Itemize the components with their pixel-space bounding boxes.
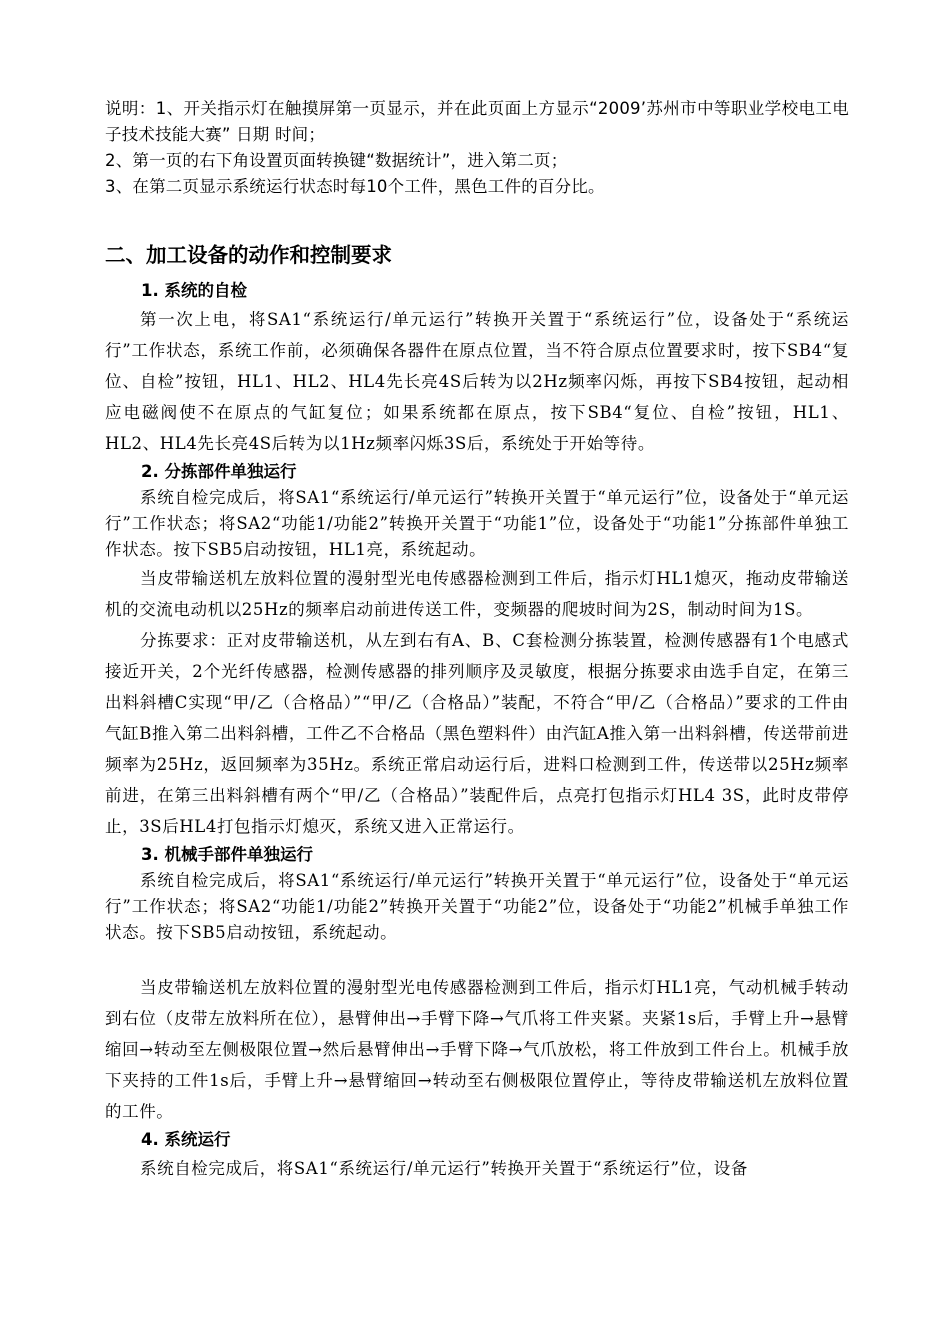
subsection-title-4: 4. 系统运行 <box>141 1130 231 1149</box>
paragraph-manipulator-1: 系统自检完成后，将SA1“系统运行/单元运行”转换开关置于“单元运行”位，设备处于“单元运行”工作状态；将SA2“功能1/功能2”转换开关置于“功能2”位，设备处于“功能2”机械手单独工作状态。按下SB5启动按钮，系统起动。 <box>105 871 849 942</box>
subsection-title-1: 1. 系统的自检 <box>141 281 247 300</box>
paragraph-sorting-1: 系统自检完成后，将SA1“系统运行/单元运行”转换开关置于“单元运行”位，设备处于“单元运行”工作状态；将SA2“功能1/功能2”转换开关置于“功能1”位，设备处于“功能1”分拣部件单独工作状态。按下SB5启动按钮，HL1亮，系统起动。 <box>105 488 849 559</box>
paragraph-sorting-2: 当皮带输送机左放料位置的漫射型光电传感器检测到工件后，指示灯HL1熄灭，拖动皮带输送机的交流电动机以25Hz的频率启动前进传送工件，变频器的爬坡时间为2S，制动时间为1S。 <box>105 569 849 619</box>
subsection-title-2: 2. 分拣部件单独运行 <box>141 462 297 481</box>
document-page <box>105 96 849 1184</box>
note-line-1: 说明：1、开关指示灯在触摸屏第一页显示，并在此页面上方显示“2009’苏州市中等职业学校电工电子技术技能大赛” 日期 时间； <box>105 99 849 144</box>
section-body <box>105 278 849 1184</box>
blank-line <box>105 946 849 972</box>
note-line-3: 3、在第二页显示系统运行状态时每10个工件，黑色工件的百分比。 <box>105 177 605 196</box>
paragraph-system-run: 系统自检完成后，将SA1“系统运行/单元运行”转换开关置于“系统运行”位，设备 <box>140 1159 748 1178</box>
section-title: 二、加工设备的动作和控制要求 <box>105 243 392 267</box>
subsection-title-3: 3. 机械手部件单独运行 <box>141 845 313 864</box>
note-line-2: 2、第一页的右下角设置页面转换键“数据统计”，进入第二页； <box>105 151 568 170</box>
paragraph-manipulator-2: 当皮带输送机左放料位置的漫射型光电传感器检测到工件后，指示灯HL1亮，气动机械手转动到右位（皮带左放料所在位），悬臂伸出→手臂下降→气爪将工件夹紧。夹紧1s后，手臂上升→悬臂缩回→转动至左侧极限位置→然后悬臂伸出→手臂下降→气爪放松，将工件放到工件台上。机械手放下夹持的工件1s后，手臂上升→悬臂缩回→转动至右侧极限位置停止，等待皮带输送机左放料位置的工件。 <box>105 978 849 1121</box>
paragraph-self-check: 第一次上电，将SA1“系统运行/单元运行”转换开关置于“系统运行”位，设备处于“系统运行”工作状态，系统工作前，必须确保各器件在原点位置，当不符合原点位置要求时，按下SB4“复位、自检”按钮，HL1、HL2、HL4先长亮4S后转为以2Hz频率闪烁，再按下SB4按钮，起动相应电磁阀使不在原点的气缸复位；如果系统都在原点，按下SB4“复位、自检”按钮，HL1、HL2、HL4先长亮4S后转为以1Hz频率闪烁3S后，系统处于开始等待。 <box>105 310 849 453</box>
paragraph-sorting-3: 分拣要求：正对皮带输送机，从左到右有A、B、C套检测分拣装置，检测传感器有1个电感式接近开关，2个光纤传感器，检测传感器的排列顺序及灵敏度，根据分拣要求由选手自定，在第三出料斜槽C实现“甲/乙（合格品）”“甲/乙（合格品）”装配，不符合“甲/乙（合格品）”要求的工件由气缸B推入第二出料斜槽，工件乙不合格品（黑色塑料件）由汽缸A推入第一出料斜槽，传送带前进频率为25Hz，返回频率为35Hz。系统正常启动运行后，进料口检测到工件，传送带以25Hz频率前进，在第三出料斜槽有两个“甲/乙（合格品）”装配件后，点亮打包指示灯HL4 3S，此时皮带停止，3S后HL4打包指示灯熄灭，系统又进入正常运行。 <box>105 631 849 836</box>
notes-block <box>105 96 849 200</box>
